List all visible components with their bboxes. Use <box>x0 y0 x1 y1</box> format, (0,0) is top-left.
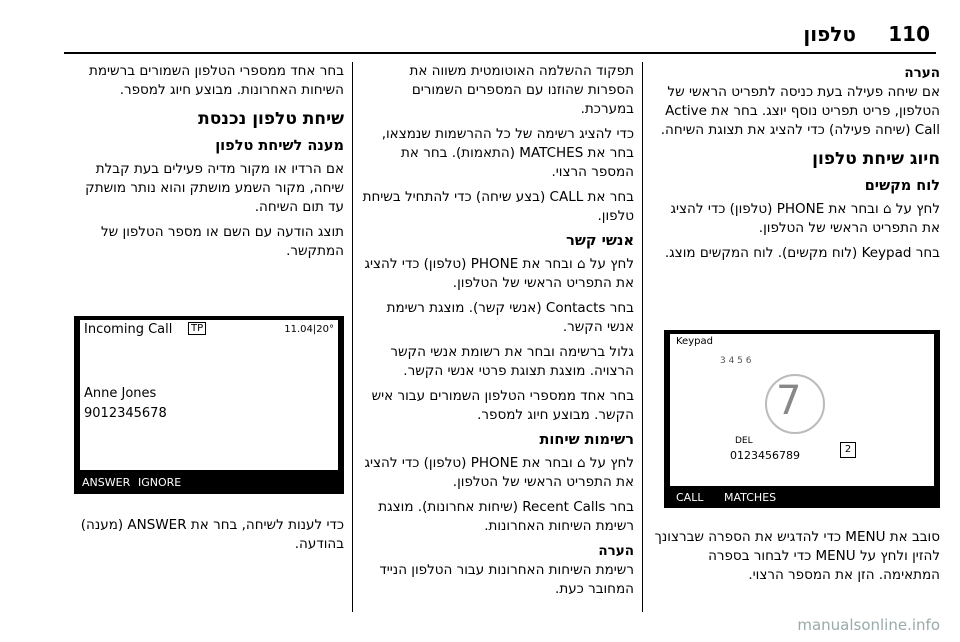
column-right-bottom <box>652 528 940 591</box>
keypad-digits: 3 4 5 6 <box>720 356 752 366</box>
paragraph: לחץ על ⌂ ובחר את PHONE (טלפון) כדי להציג את התפריט הראשי של הטלפון. <box>364 256 634 291</box>
paragraph: תפקוד ההשלמה האוטומטית משווה את הספרות שהוזנו עם המספרים השמורים במערכת. <box>409 63 634 117</box>
note-title: הערה <box>598 543 634 559</box>
note-text: רשימת השיחות האחרונות עבור הטלפון הנייד המחובר כעת. <box>379 562 634 597</box>
ignore-button: IGNORE <box>138 476 182 489</box>
column-left-bottom <box>72 516 344 560</box>
column-divider <box>352 62 353 612</box>
paragraph: לחץ על ⌂ ובחר את PHONE (טלפון) כדי להציג את התפריט הראשי של הטלפון. <box>364 455 634 490</box>
caller-name: Anne Jones <box>84 386 157 401</box>
watermark: manualsonline.info <box>797 616 940 634</box>
callout-label: 2 <box>840 442 856 458</box>
column-middle <box>362 62 634 605</box>
column-divider <box>642 62 643 612</box>
keypad-number: 0123456789 <box>730 449 800 462</box>
keypad-display <box>670 334 934 486</box>
subsection-heading: רשימות שיחות <box>539 432 634 448</box>
paragraph: לחץ על ⌂ ובחר את PHONE (טלפון) כדי להציג את התפריט הראשי של הטלפון. <box>670 201 940 236</box>
section-heading: חיוג שיחת טלפון <box>812 149 940 169</box>
answer-button: ANSWER <box>82 476 131 489</box>
subsection-heading: מענה לשיחת טלפון <box>215 138 344 154</box>
incoming-call-screenshot <box>74 316 344 494</box>
keypad-selected-digit: 7 <box>776 378 802 424</box>
subsection-heading: אנשי קשר <box>566 233 634 249</box>
subsection-heading: לוח מקשים <box>864 178 940 194</box>
incoming-call-title: Incoming Call <box>84 322 173 337</box>
caller-number: 9012345678 <box>84 406 167 421</box>
incoming-call-display <box>80 320 338 470</box>
paragraph: בחר Keypad (לוח מקשים). לוח המקשים מוצג. <box>664 245 940 261</box>
note-title: הערה <box>904 65 940 81</box>
paragraph: בחר Recent Calls (שיחות אחרונות). מוצגת רשימת השיחות האחרונות. <box>378 499 634 534</box>
paragraph: תוצג הודעה עם השם או מספר הטלפון של המתקשר. <box>100 224 344 259</box>
paragraph: בחר אחד ממספרי הטלפון השמורים ברשימת השיחות האחרונות. מבוצע חיוג למספר. <box>89 63 344 98</box>
paragraph: בחר את CALL (בצע שיחה) כדי להתחיל בשיחת טלפון. <box>362 189 634 224</box>
page-header <box>0 0 960 54</box>
paragraph: כדי להציג רשימה של כל ההרשמות שנמצאו, בחר את MATCHES (התאמות). בחר את המספר הרצוי. <box>381 126 634 180</box>
tp-badge: TP <box>188 322 206 335</box>
section-heading: שיחת טלפון נכנסת <box>198 109 344 129</box>
paragraph: בחר Contacts (אנשי קשר). מוצגת רשימת אנשי הקשר. <box>386 300 634 335</box>
keypad-title: Keypad <box>676 336 713 347</box>
keypad-screenshot <box>664 330 940 508</box>
column-right <box>652 62 940 269</box>
paragraph: גלול ברשימה ובחר את רשומת אנשי הקשר הרצויה. מוצגת תצוגת פרטי אנשי הקשר. <box>390 344 634 379</box>
paragraph: סובב את MENU כדי להדגיש את הספרה שברצונך להזין ולחץ על MENU כדי לבחור בספרה המתאימה. הזן את המספר הרצוי. <box>654 529 940 583</box>
note-text: אם שיחה פעילה בעת כניסה לתפריט הראשי של הטלפון, פריט תפריט נוסף יוצג. בחר את Active Call (שיחה פעילה) כדי להציג את תצוגת השיחה. <box>660 84 940 138</box>
header-rule <box>64 52 936 54</box>
paragraph: אם הרדיו או מקור מדיה פעילים בעת קבלת שיחה, מקור השמע מושתק והוא נותר מושתק עד תום השיחה. <box>85 161 344 215</box>
paragraph: כדי לענות לשיחה, בחר את ANSWER (מענה) בהודעה. <box>80 517 344 552</box>
call-button: CALL <box>676 491 704 504</box>
matches-button: MATCHES <box>724 491 777 504</box>
paragraph: בחר אחד ממספרי הטלפון השמורים עבור איש הקשר. מבוצע חיוג למספר. <box>371 388 634 423</box>
keypad-del: DEL <box>735 436 753 446</box>
page-title: טלפון <box>803 22 856 46</box>
column-left <box>72 62 344 267</box>
page-number: 110 <box>888 22 930 46</box>
status-time: 11.04|20° <box>284 324 334 335</box>
